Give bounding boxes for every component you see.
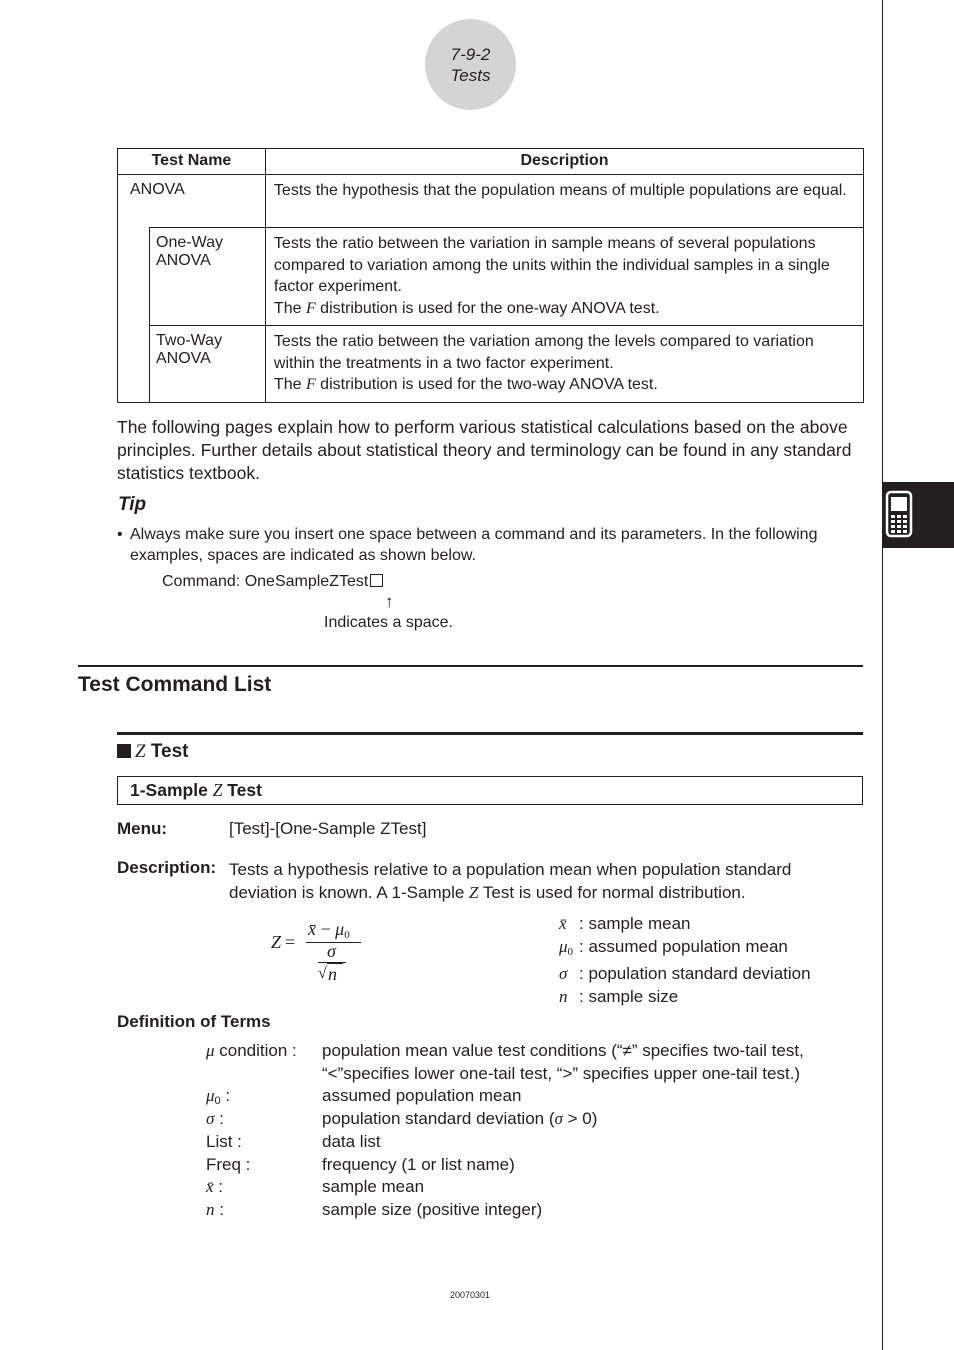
section-rule <box>78 665 863 667</box>
menu-label: Menu: <box>117 819 168 838</box>
test-description: Tests the ratio between the variation in sample means of several populations compared to variation among the units within the individual samples in a single factor experiment. The F distribution is used for the one-way ANOVA test. <box>265 228 863 326</box>
square-bullet-icon <box>117 744 131 758</box>
page-edge-rule <box>882 0 883 1350</box>
list-item: List : data list <box>206 1131 381 1151</box>
list-item: x̄ : sample mean <box>206 1177 425 1197</box>
tip-heading: Tip <box>118 494 147 515</box>
formula-numerator: x̄ − μ0 <box>308 919 350 941</box>
subsection-title: Z Test <box>117 741 189 763</box>
test-description: Tests the hypothesis that the population means of multiple populations are equal. <box>265 175 863 228</box>
sqrt-icon: √ <box>318 965 327 982</box>
page-number-badge <box>425 19 516 110</box>
command-example: Command: OneSampleZTest <box>162 573 383 591</box>
list-item: Freq : frequency (1 or list name) <box>206 1154 515 1174</box>
test-name: One-Way ANOVA <box>150 228 266 326</box>
list-item: μ condition : population mean value test conditions (“≠” specifies two-tail test, “<”specifies lower one-tail test, “>” specifies upper one-tail test.) <box>206 1041 804 1083</box>
formula-n: n <box>327 963 343 985</box>
description-label: Description: <box>117 858 217 877</box>
calculator-icon <box>885 490 913 538</box>
list-item: μ0 : assumed population mean <box>559 936 788 958</box>
table-row <box>118 175 864 228</box>
test-name: Two-Way ANOVA <box>150 326 266 403</box>
chapter-title: Tests <box>450 66 491 85</box>
formula-sigma: σ <box>327 941 336 961</box>
definitions-list <box>206 1040 852 1222</box>
list-item: σ : population standard deviation <box>559 964 811 984</box>
page-number: 7-9-2 <box>450 45 491 64</box>
menu-path: [Test]-[One-Sample ZTest] <box>229 819 427 838</box>
formula-legend <box>559 913 811 1009</box>
test-name: ANOVA <box>118 175 266 228</box>
box-heading: 1-Sample Z Test <box>117 776 863 805</box>
footer-code: 20070301 <box>450 1290 491 1300</box>
tip-text: • Always make sure you insert one space between a command and its parameters. In the following examples, spaces are indicated as shown below. <box>117 526 818 564</box>
table-row <box>118 228 864 326</box>
table-row <box>118 326 864 403</box>
list-item: σ : population standard deviation (σ > 0) <box>206 1109 598 1129</box>
definitions-title: Definition of Terms <box>117 1012 271 1031</box>
header-description: Description <box>265 149 863 175</box>
chapter-tab <box>883 482 954 548</box>
space-note: Indicates a space. <box>324 614 453 631</box>
subsection-rule <box>117 732 863 735</box>
z-formula: Z = x̄ − μ0 σ √ n <box>268 918 388 993</box>
header-test-name: Test Name <box>118 149 266 175</box>
list-item: x̄ : sample mean <box>559 914 691 933</box>
list-item: n : sample size (positive integer) <box>206 1199 543 1219</box>
space-marker-icon <box>370 574 383 587</box>
description-text: Tests a hypothesis relative to a population mean when population standard deviation is known. A 1-Sample Z Test is used for normal distribution. <box>229 860 792 902</box>
up-arrow-icon: ↑ <box>385 592 394 611</box>
intro-paragraph: The following pages explain how to perform various statistical calculations based on the above principles. Further details about statistical theory and terminology can be found in any standard statistics textbook. <box>117 417 852 483</box>
test-table <box>117 148 864 403</box>
section-title: Test Command List <box>78 673 272 696</box>
bullet-icon: • <box>117 526 123 543</box>
test-description: Tests the ratio between the variation among the levels compared to variation within the treatments in a two factor experiment. The F distribution is used for the two-way ANOVA test. <box>265 326 863 403</box>
list-item: n : sample size <box>559 987 679 1007</box>
list-item: μ0 : assumed population mean <box>206 1086 522 1108</box>
